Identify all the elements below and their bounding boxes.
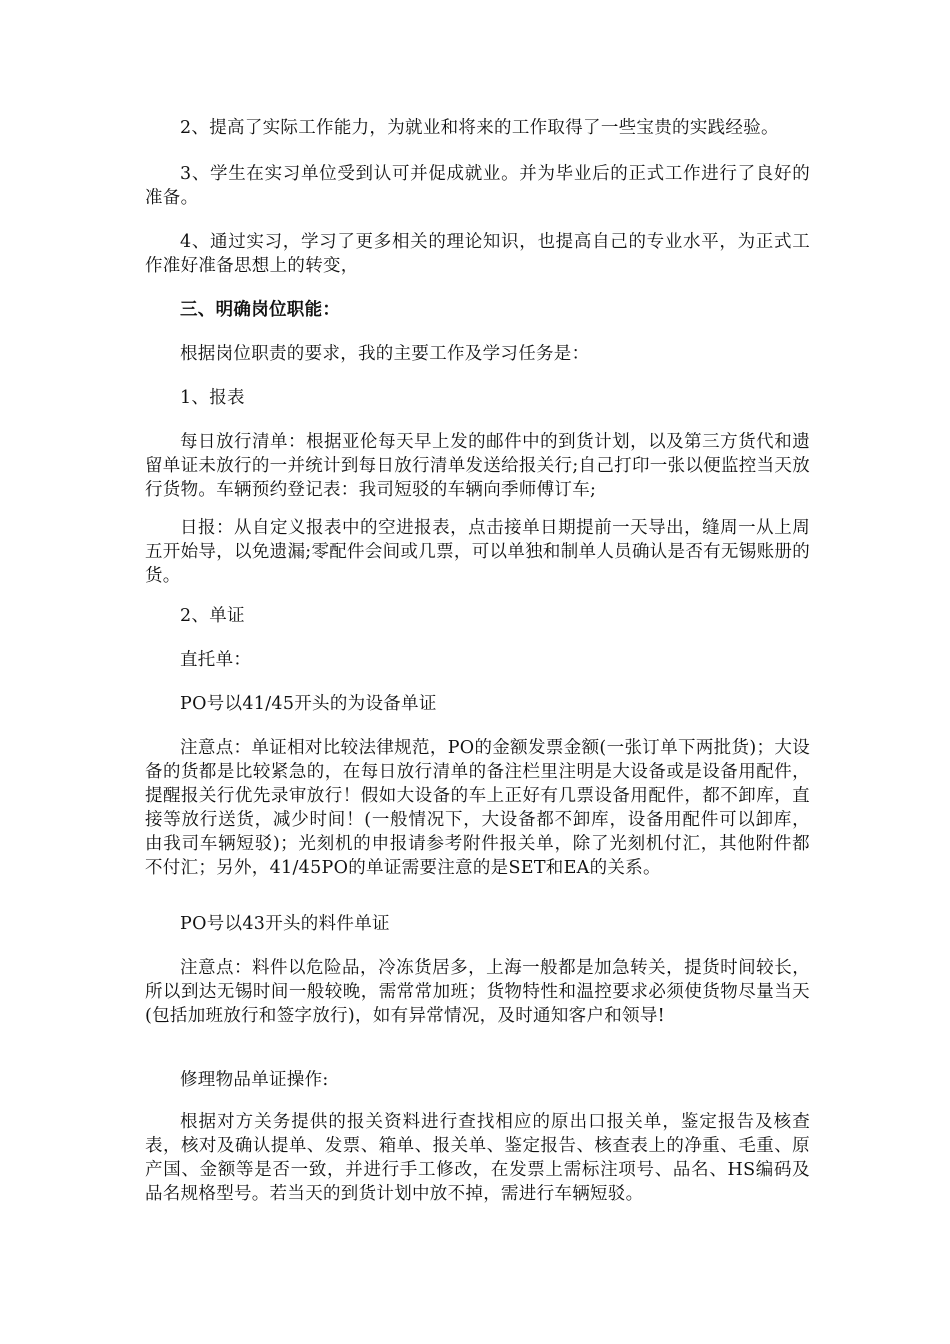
paragraph-daily-report: 日报：从自定义报表中的空进报表，点击接单日期提前一天导出，缝周一从上周五开始导，以免遗漏;零配件会间或几票，可以单独和制单人员确认是否有无锡账册的货。: [145, 518, 810, 586]
paragraph-practical-ability: 2、提高了实际工作能力，为就业和将来的工作取得了一些宝贵的实践经验。: [180, 118, 779, 138]
subheading-direct-consignment: 直托单：: [180, 650, 252, 670]
paragraph-repair-procedure: 根据对方关务提供的报关资料进行查找相应的原出口报关单，鉴定报告及核查表，核对及确认提单、发票、箱单、报关单、鉴定报告、核查表上的净重、毛重、原产国、金额等是否一致，并进行手工修改，在发票上需标注项号、品名、HS编码及品名规格型号。若当天的到货计划中放不掉，需进行车辆短驳。: [145, 1112, 810, 1204]
paragraph-theory-knowledge: 4、通过实习，学习了更多相关的理论知识，也提高自己的专业水平，为正式工作准好准备思想上的转变，: [145, 232, 810, 276]
paragraph-daily-release-list: 每日放行清单：根据亚伦每天早上发的邮件中的到货计划，以及第三方货代和遗留单证未放行的一并统计到每日放行清单发送给报关行;自己打印一张以便监控当天放行货物。车辆预约登记表：我司短驳的车辆向季师傅订车;: [145, 432, 810, 500]
paragraph-po-41-45: PO号以41/45开头的为设备单证: [180, 694, 437, 714]
subheading-repair-items: 修理物品单证操作:: [180, 1070, 329, 1090]
paragraph-job-requirements: 根据岗位职责的要求，我的主要工作及学习任务是：: [180, 344, 590, 364]
paragraph-po-43: PO号以43开头的料件单证: [180, 914, 390, 934]
paragraph-employment: 3、学生在实习单位受到认可并促成就业。并为毕业后的正式工作进行了良好的准备。: [145, 164, 810, 208]
paragraph-equipment-notes: 注意点：单证相对比较法律规范，PO的金额发票金额(一张订单下两批货)；大设备的货都是比较紧急的，在每日放行清单的备注栏里注明是大设备或是设备用配件，提醒报关行优先录审放行！假如大设备的车上正好有几票设备用配件，都不卸库，直接等放行送货，减少时间！(一般情况下，大设备都不卸库，设备用配件可以卸库，由我司车辆短驳)；光刻机的申报请参考附件报关单，除了光刻机付汇，其他附件都不付汇；另外，41/45PO的单证需要注意的是SET和EA的关系。: [145, 738, 810, 878]
subheading-reports: 1、报表: [180, 388, 245, 408]
section-heading-job-duties: 三、明确岗位职能：: [180, 300, 341, 320]
subheading-documents: 2、单证: [180, 606, 245, 626]
paragraph-materials-notes: 注意点：料件以危险品，冷冻货居多，上海一般都是加急转关，提货时间较长，所以到达无锡时间一般较晚，需常常加班；货物特性和温控要求必须使货物尽量当天(包括加班放行和签字放行)，如有异常情况，及时通知客户和领导!: [145, 958, 810, 1026]
